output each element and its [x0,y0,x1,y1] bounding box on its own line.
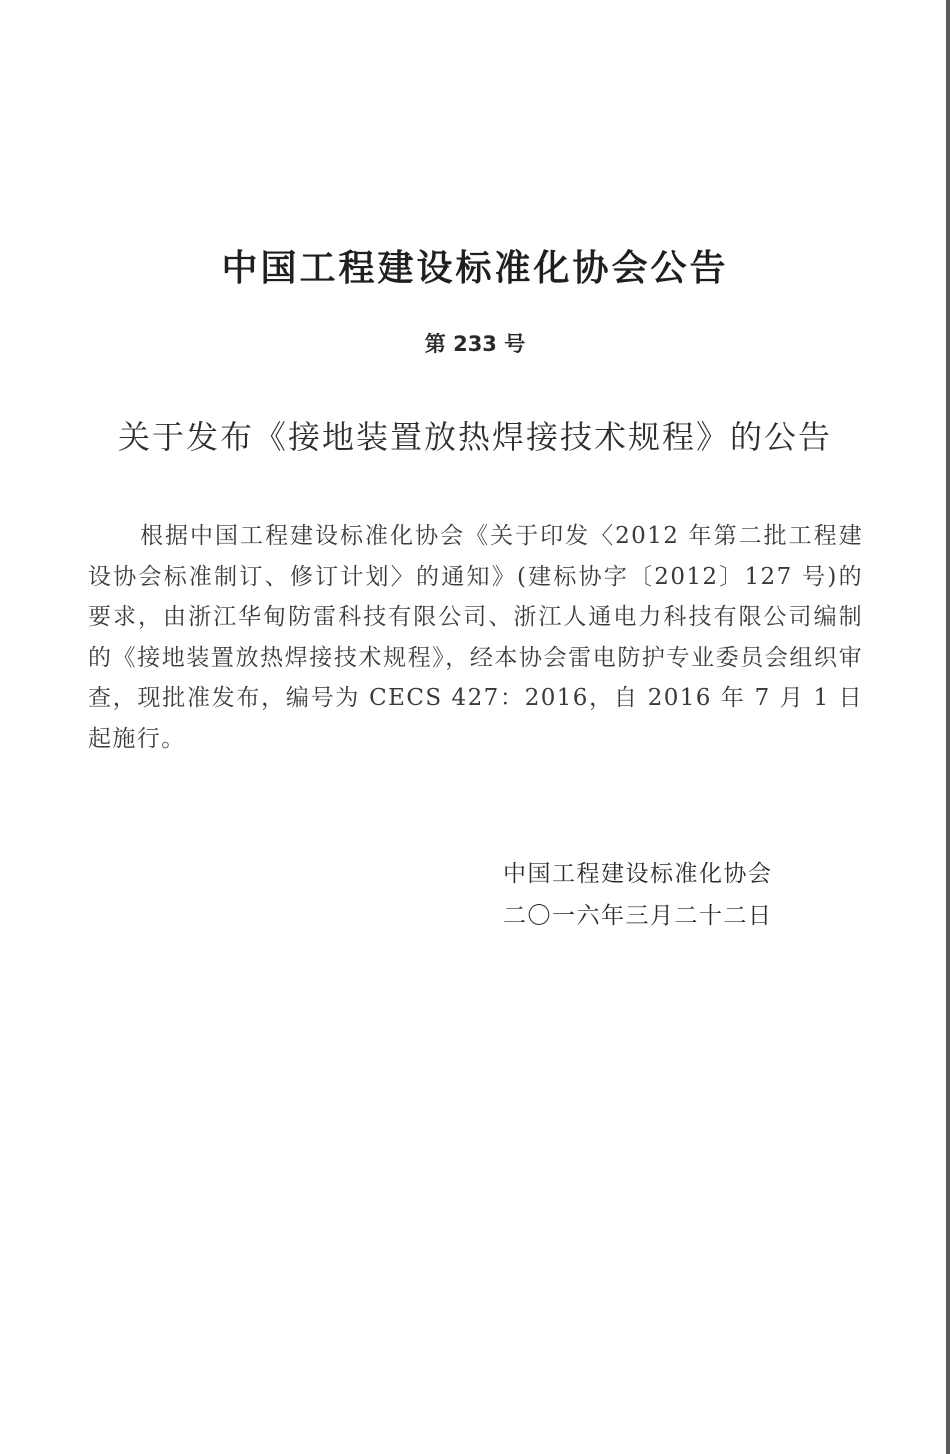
announcement-subtitle: 关于发布《接地装置放热焊接技术规程》的公告 [117,418,832,456]
announcement-body: 根据中国工程建设标准化协会《关于印发〈2012 年第二批工程建设协会标准制订、修订计划〉的通知》(建标协字〔2012〕127 号)的要求，由浙江华甸防雷科技有限公司、浙江人通电力科技有限公司编制的《接地装置放热焊接技术规程》，经本协会雷电防护专业委员会组织审查，现批准发布，编号为 CECS 427：2016，自 2016 年 7 月 1 日起施行。 [88,523,863,752]
page-edge-shadow [946,0,950,1454]
announcement-number: 第 233 号 [424,332,526,356]
signature-organization: 中国工程建设标准化协会 [503,861,773,887]
signature-date: 二〇一六年三月二十二日 [503,903,773,929]
announcement-title: 中国工程建设标准化协会公告 [221,248,729,289]
